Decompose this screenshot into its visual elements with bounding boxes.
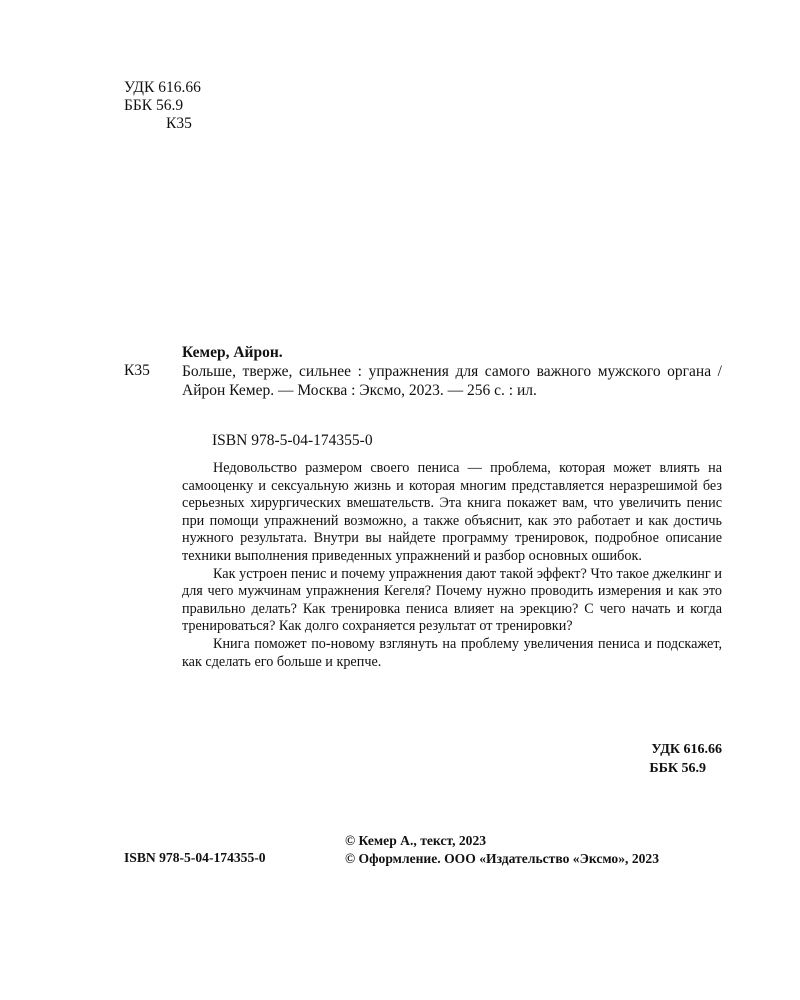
- annotation: [182, 460, 722, 671]
- author-mark: К35: [166, 115, 192, 132]
- copyright-design: © Оформление. ООО «Издательство «Эксмо», 2023: [345, 851, 660, 866]
- copyright-text: © Кемер А., текст, 2023: [345, 833, 487, 848]
- isbn-main: ISBN 978-5-04-174355-0: [212, 432, 373, 449]
- bibliographic-description: Больше, тверже, сильнее : упражнения для самого важного мужского органа / Айрон Кемер. — Москва : Эксмо, 2023. — 256 с. : ил.: [182, 363, 722, 399]
- bbk-code-bottom: ББК 56.9: [649, 761, 706, 776]
- classification-codes-bottom: [580, 740, 722, 778]
- author-mark-side: К35: [124, 362, 150, 379]
- annotation-paragraph: Книга поможет по-новому взглянуть на проблему увеличения пениса и подскажет, как сделать его больше и крепче.: [182, 635, 722, 670]
- udk-code: УДК 616.66: [124, 79, 201, 96]
- copyright-block: [345, 832, 659, 868]
- author-name: Кемер, Айрон.: [182, 344, 283, 361]
- classification-codes: [124, 79, 201, 133]
- udk-code-bottom: УДК 616.66: [651, 742, 722, 757]
- annotation-paragraph: Недовольство размером своего пениса — проблема, которая может влиять на самооценку и сексуальную жизнь и которая многим представляется неразрешимой без серьезных хирургических вмешательств. Эта книга покажет вам, что увеличить пенис при помощи упражнений возможно, а также объяснит, как это работает и как достичь нужного результата. Внутри вы найдете программу тренировок, подробное описание техники выполнения приведенных упражнений и разбор основных ошибок.: [182, 460, 722, 564]
- bbk-code: ББК 56.9: [124, 97, 184, 114]
- annotation-paragraph: Как устроен пенис и почему упражнения дают такой эффект? Что такое джелкинг и для чего мужчинам упражнения Кегеля? Почему нужно проводить измерения и как это правильно делать? Как тренировка пениса влияет на эрекцию? С чего начать и когда тренироваться? Как долго сохраняется результат от тренировки?: [182, 565, 722, 635]
- isbn-bottom: ISBN 978-5-04-174355-0: [124, 850, 266, 865]
